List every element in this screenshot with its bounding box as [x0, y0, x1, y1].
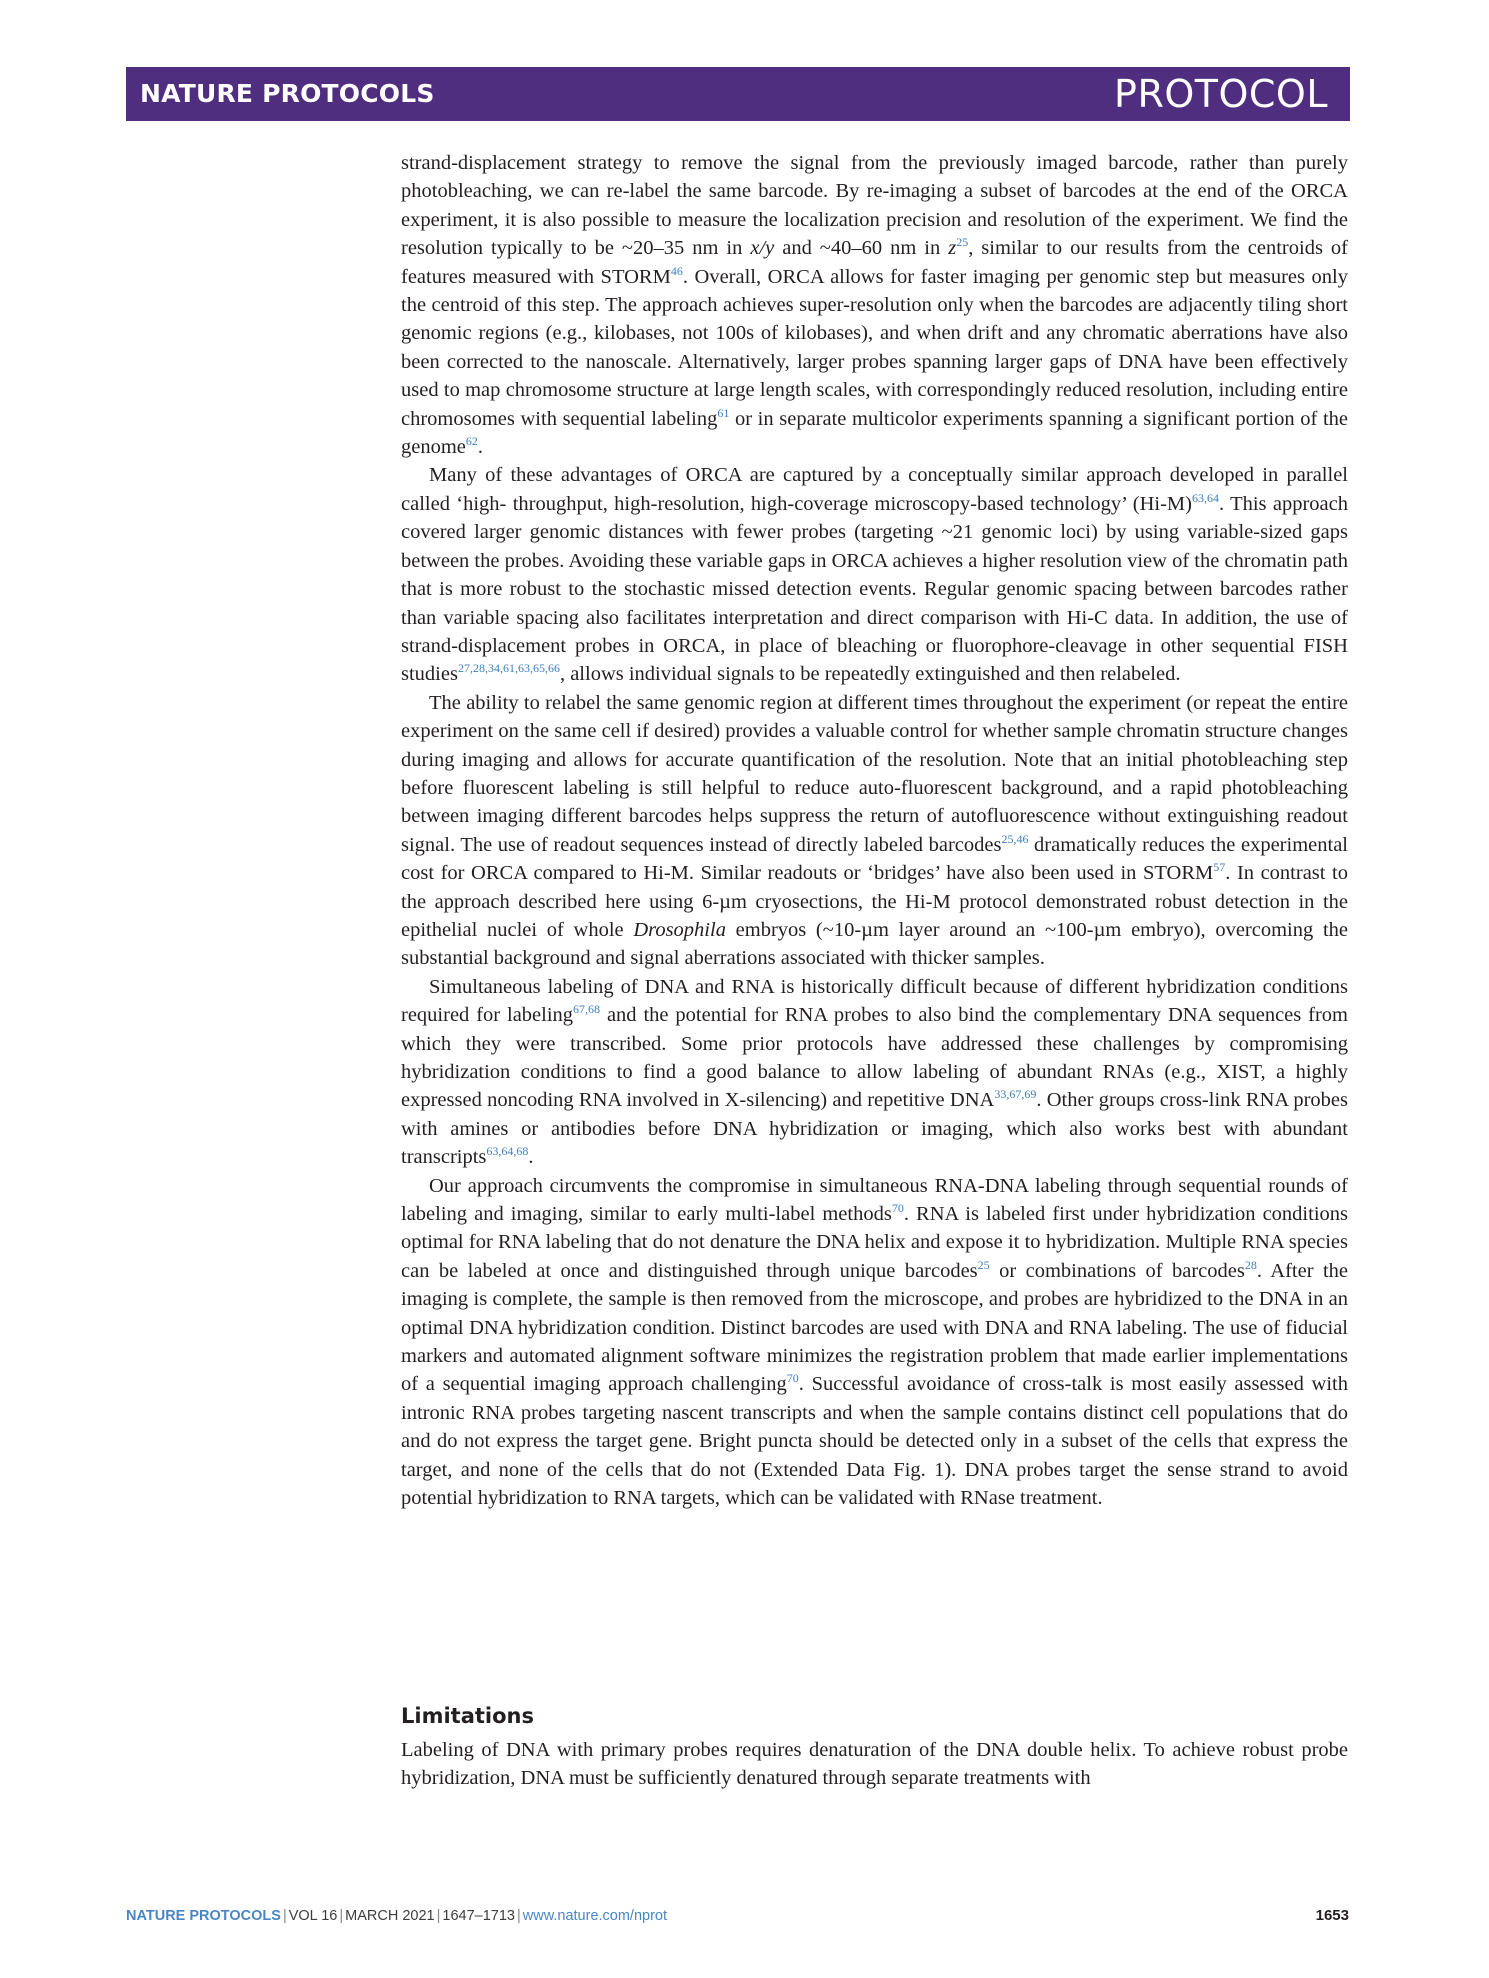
italic-term: Drosophila — [633, 918, 726, 941]
limitations-paragraph: Labeling of DNA with primary probes requires denaturation of the DNA double helix. To achieve robust probe hybridization, DNA must be sufficiently denatured through separate treatments with — [401, 1739, 1348, 1790]
paragraph-2 — [401, 461, 1348, 688]
text-span: Simultaneous labeling of DNA and RNA is historically difficult because of different hybridization conditions required for labeling — [401, 975, 1348, 1027]
text-span: embryos (~10-µm layer around an ~100-µm embryo), overcoming the substantial background and signal aberrations associated with thicker samples. — [401, 918, 1348, 970]
footer-pages: 1647–1713 — [442, 1908, 515, 1924]
footer-citation: NATURE PROTOCOLS | VOL 16 | MARCH 2021 | 1647–1713 | www.nature.com/nprot — [126, 1908, 668, 1924]
citation-ref[interactable]: 57 — [1213, 860, 1226, 875]
journal-name: NATURE PROTOCOLS — [140, 79, 435, 108]
text-span: . RNA is labeled first under hybridization conditions optimal for RNA labeling that do not denature the DNA helix and expose it to hybridization. Multiple RNA species can be labeled at once and distinguished through unique barcodes — [401, 1203, 1348, 1282]
citation-ref[interactable]: 63,64 — [1191, 490, 1219, 505]
italic-term: z — [948, 237, 957, 260]
text-span: , allows individual signals to be repeatedly extinguished and then relabeled. — [559, 663, 1181, 686]
page-number: 1653 — [1315, 1907, 1349, 1924]
citation-ref[interactable]: 62 — [465, 434, 478, 449]
citation-ref[interactable]: 63,64,68 — [486, 1144, 529, 1159]
citation-ref[interactable]: 28 — [1244, 1257, 1257, 1272]
text-span: . This approach covered larger genomic distances with fewer probes (targeting ~21 genomic loci) by using variable-sized gaps between the probes. Avoiding these variable gaps in ORCA achieves a higher resolution view of the chromatin path that is more robust to the stochastic missed detection events. Regular genomic spacing between barcodes rather than variable spacing also facilitates interpretation and direct comparison with Hi-C data. In addition, the use of strand-displacement probes in ORCA, in place of bleaching or fluorophore-cleavage in other sequential FISH studies — [401, 492, 1348, 686]
citation-ref[interactable]: 25 — [956, 235, 969, 250]
text-span: The ability to relabel the same genomic region at different times throughout the experiment (or repeat the entire experiment on the same cell if desired) provides a valuable control for whether sample chromatin structure changes during imaging and allows for accurate quantification of the resolution. Note that an initial photobleaching step before fluorescent labeling is still helpful to reduce auto-fluorescent background, and a rapid photobleaching between imaging different barcodes helps suppress the return of autofluorescence without extinguishing readout signal. The use of readout sequences instead of directly labeled barcodes — [401, 691, 1348, 856]
text-span: or in separate multicolor experiments spanning a significant portion of the genome — [401, 407, 1348, 459]
limitations-heading: Limitations — [401, 1704, 534, 1728]
text-span: . Overall, ORCA allows for faster imaging per genomic step but measures only the centroid of this step. The approach achieves super-resolution only when the barcodes are adjacently tiling short genomic regions (e.g., kilobases, not 100s of kilobases), and when drift and any chromatic aberrations have also been corrected to the nanoscale. Alternatively, larger probes spanning larger gaps of DNA have been effectively used to map chromosome structure at large length scales, with correspondingly reduced resolution, including entire chromosomes with sequential labeling — [401, 265, 1348, 430]
text-span: . — [528, 1146, 534, 1169]
citation-ref[interactable]: 70 — [786, 1371, 799, 1386]
text-span: , similar to our results from the centroids of features measured with STORM — [401, 237, 1348, 288]
journal-header-bar — [126, 67, 1350, 121]
text-span: and the potential for RNA probes to also bind the complementary DNA sequences from which they were transcribed. Some prior protocols have addressed these challenges by compromising hybridization conditions to find a good balance to allow labeling of abundant RNAs (e.g., XIST, a highly expressed noncoding RNA involved in X-silencing) and repetitive DNA — [401, 1004, 1348, 1112]
paragraph-5 — [401, 1172, 1348, 1513]
citation-ref[interactable]: 25,46 — [1001, 831, 1029, 846]
article-body — [401, 149, 1348, 1513]
footer-volume: VOL 16 — [288, 1908, 338, 1924]
text-span: dramatically reduces the experimental cost for ORCA compared to Hi-M. Similar readouts or ‘bridges’ have also been used in STORM — [401, 833, 1348, 885]
citation-ref[interactable]: 33,67,69 — [994, 1087, 1037, 1102]
text-span: Our approach circumvents the compromise in simultaneous RNA-DNA labeling through sequential rounds of labeling and imaging, similar to early multi-label methods — [401, 1174, 1348, 1226]
citation-ref[interactable]: 27,28,34,61,63,65,66 — [457, 661, 560, 676]
paragraph-3 — [401, 689, 1348, 973]
footer-journal: NATURE PROTOCOLS — [126, 1908, 281, 1924]
citation-ref[interactable]: 70 — [891, 1201, 904, 1216]
paragraph-1 — [401, 149, 1348, 461]
text-span: . — [477, 436, 484, 459]
italic-term: x/y — [750, 237, 775, 260]
citation-ref[interactable]: 46 — [670, 263, 683, 278]
citation-ref[interactable]: 67,68 — [573, 1002, 601, 1017]
citation-ref[interactable]: 25 — [977, 1257, 990, 1272]
text-span: . Successful avoidance of cross-talk is most easily assessed with intronic RNA probes targeting nascent transcripts and when the sample contains distinct cell populations that do and do not express the target gene. Bright puncta should be detected only in a subset of the cells that express the target, and none of the cells that do not (Extended Data Fig. 1). DNA probes target the sense strand to avoid potential hybridization to RNA targets, which can be validated with RNase treatment. — [401, 1373, 1348, 1510]
paragraph-4 — [401, 973, 1348, 1172]
text-span: strand-displacement strategy to remove the signal from the previously imaged barcode, rather than purely photobleaching, we can re-label the same barcode. By re-imaging a subset of barcodes at the end of the ORCA experiment, it is also possible to measure the localization precision and resolution of the experiment. We find the resolution typically to be ~20–35 nm in — [401, 152, 1348, 260]
text-span: . In contrast to the approach described here using 6-µm cryosections, the Hi-M protocol demonstrated robust detection in the epithelial nuclei of whole — [401, 862, 1348, 941]
text-span: . After the imaging is complete, the sample is then removed from the microscope, and probes are hybridized to the DNA in an optimal DNA hybridization condition. Distinct barcodes are used with DNA and RNA labeling. The use of fiducial markers and automated alignment software minimizes the registration problem that made earlier implementations of a sequential imaging approach challenging — [401, 1259, 1348, 1396]
citation-ref[interactable]: 61 — [717, 405, 730, 420]
text-span: . Other groups cross-link RNA probes with amines or antibodies before DNA hybridization or imaging, which also works best with abundant transcripts — [401, 1089, 1348, 1169]
footer-date: MARCH 2021 — [345, 1908, 435, 1924]
article-type-label: PROTOCOL — [1114, 72, 1328, 116]
limitations-text — [401, 1736, 1348, 1793]
text-span: Many of these advantages of ORCA are captured by a conceptually similar approach developed in parallel called ‘high- throughput, high-resolution, high-coverage microscopy-based technology’ (Hi-M) — [401, 464, 1348, 515]
text-span: or combinations of barcodes — [989, 1259, 1245, 1282]
text-span: and ~40–60 nm in — [774, 237, 949, 260]
footer-url-link[interactable]: www.nature.com/nprot — [522, 1908, 668, 1924]
